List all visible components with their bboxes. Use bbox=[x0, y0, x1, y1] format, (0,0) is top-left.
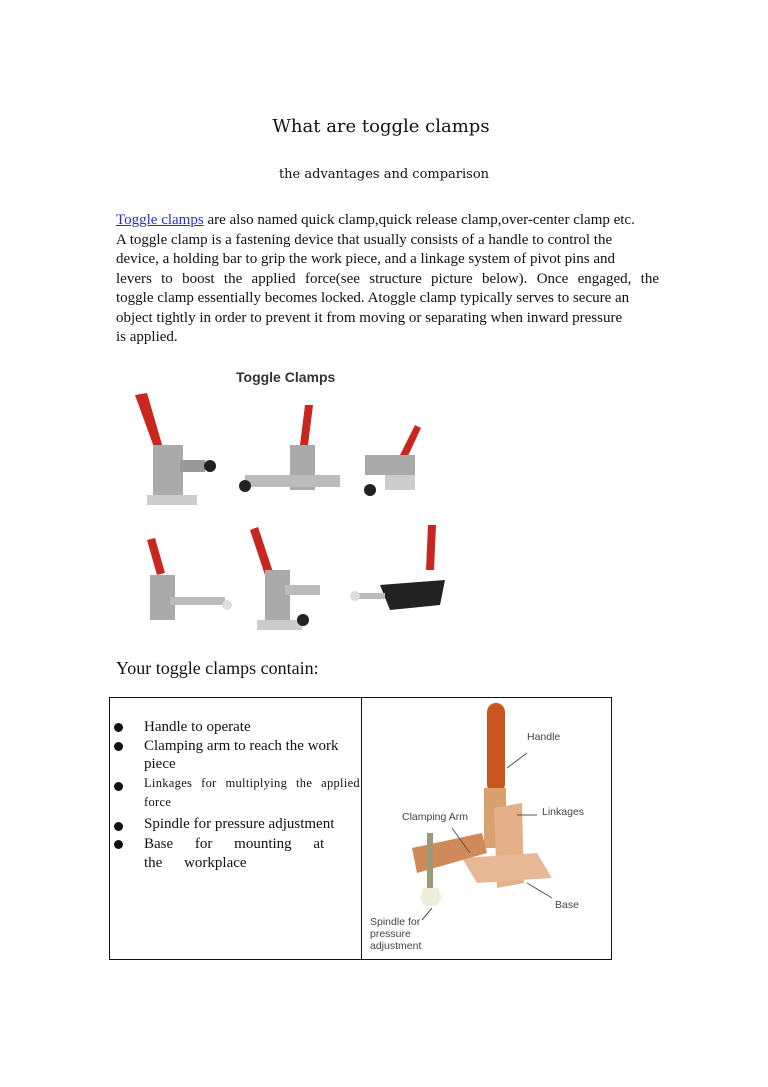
intro-paragraph: Toggle clamps are also named quick clamp,quick release clamp,over-center clamp etc. A toggle clamp is a fastening device that usually consists of a handle to control the device, a holding bar to grip the work piece, and a linkage system of pivot pins and levers to boost the applied force(see structure picture below). Once engaged, the toggle clamp essentially becomes locked. Atoggle clamp typically serves to secure an object tightly in order to prevent it from moving or separating when inward pressure is applied. bbox=[116, 212, 659, 345]
diagram-label-handle: Handle bbox=[527, 731, 561, 743]
diagram-label-clamping-arm: Clamping Arm bbox=[402, 811, 468, 823]
bullet-icon bbox=[114, 840, 123, 849]
bullet-icon bbox=[114, 782, 123, 791]
diagram-label-spindle: Spindle for pressure adjustment bbox=[370, 916, 422, 952]
bullet-icon bbox=[114, 742, 123, 751]
toggle-clamps-link[interactable]: Toggle clamps bbox=[116, 212, 204, 228]
bullet-icon bbox=[114, 822, 123, 831]
clamp-image-3 bbox=[364, 425, 421, 496]
clamp-image-5 bbox=[250, 527, 320, 630]
clamp-image-2 bbox=[239, 405, 340, 492]
bullet-icon bbox=[114, 723, 123, 732]
clamp-image-1 bbox=[135, 393, 216, 505]
photo-label: Toggle Clamps bbox=[236, 369, 336, 385]
diagram-label-linkages: Linkages bbox=[542, 806, 585, 818]
page-subtitle: the advantages and comparison bbox=[278, 167, 490, 182]
clamp-image-4 bbox=[147, 538, 232, 620]
parts-list bbox=[114, 718, 364, 872]
list-item: Spindle for pressure adjustment bbox=[114, 815, 364, 834]
clamp-structure-diagram bbox=[362, 698, 612, 959]
list-item: Handle to operate bbox=[114, 718, 364, 737]
clamp-image-6 bbox=[350, 525, 445, 610]
parts-table bbox=[109, 697, 612, 960]
contain-heading: Your toggle clamps contain: bbox=[116, 658, 319, 678]
page-title: What are toggle clamps bbox=[272, 116, 490, 137]
toggle-clamps-photo bbox=[115, 360, 450, 645]
list-item: Clamping arm to reach the work piece bbox=[114, 737, 364, 774]
list-item: Base for mounting at the workplace bbox=[114, 835, 364, 872]
diagram-label-base: Base bbox=[555, 899, 579, 911]
list-item: Linkages for multiplying the applied force bbox=[114, 774, 364, 813]
